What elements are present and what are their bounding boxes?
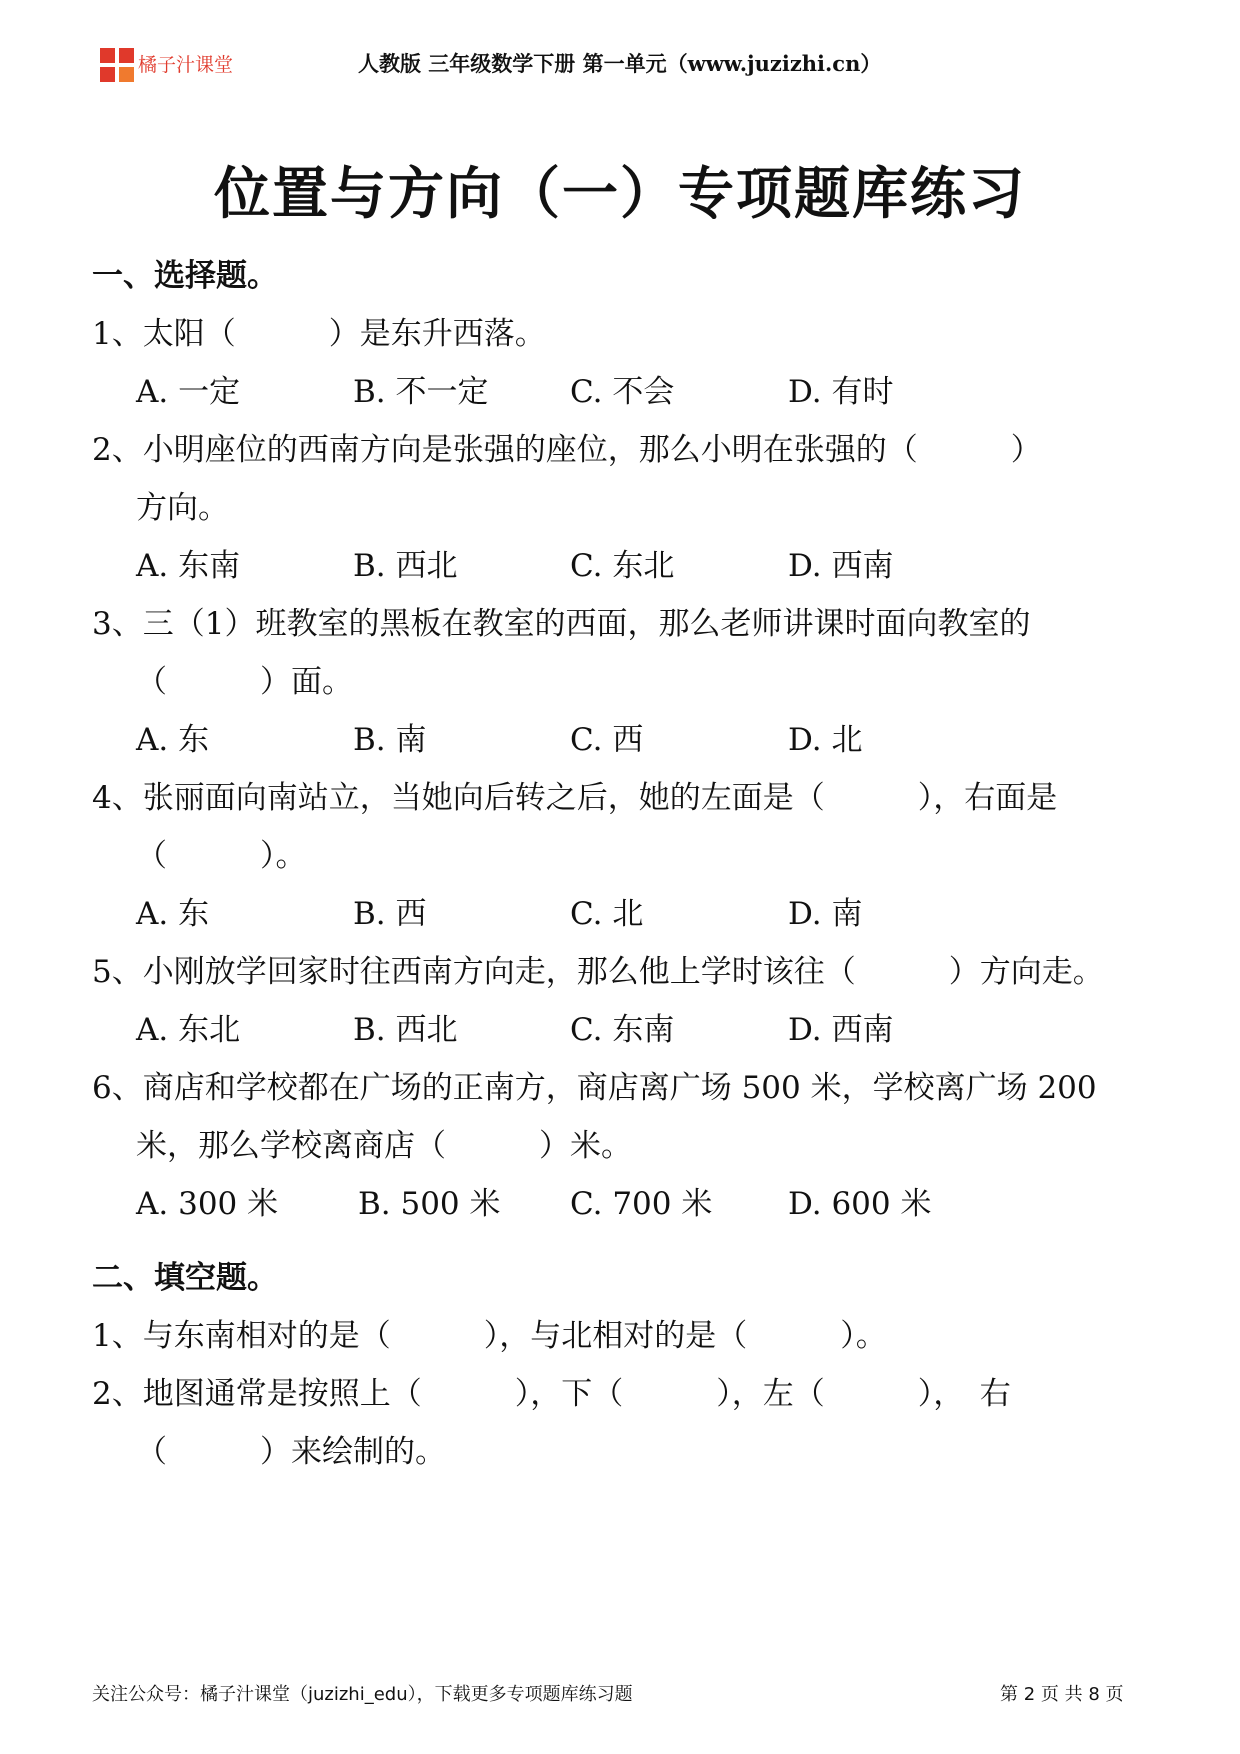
question-line: 5、小刚放学回家时往西南方向走，那么他上学时该往（ ）方向走。 (92, 954, 1104, 990)
question-line: 6、商店和学校都在广场的正南方，商店离广场 500 米，学校离广场 200 (92, 1070, 1097, 1106)
option: D. 西南 (788, 548, 894, 584)
option: C. 西 (570, 722, 644, 758)
question-line: 1、与东南相对的是（ ），与北相对的是（ ）。 (92, 1318, 887, 1354)
option: D. 西南 (788, 1012, 894, 1048)
question-line: 3、三（1）班教室的黑板在教室的西面，那么老师讲课时面向教室的 (92, 606, 1031, 642)
option: D. 600 米 (788, 1186, 932, 1222)
option: B. 不一定 (353, 374, 489, 410)
brand-name: 橘子汁课堂 (138, 54, 234, 76)
option: C. 东南 (570, 1012, 675, 1048)
option: A. 东北 (136, 1012, 241, 1048)
page-number: 第 2 页 共 8 页 (1000, 1684, 1124, 1705)
option: C. 不会 (570, 374, 675, 410)
option: C. 700 米 (570, 1186, 713, 1222)
question-line: （ ）面。 (136, 664, 353, 700)
question-line: 1、太阳（ ）是东升西落。 (92, 316, 546, 352)
page-title: 位置与方向（一）专项题库练习 (214, 161, 1026, 227)
question-line: （ ）来绘制的。 (136, 1434, 446, 1470)
question-line: 2、小明座位的西南方向是张强的座位，那么小明在张强的（ ） (92, 432, 1042, 468)
option: C. 北 (570, 896, 644, 932)
header-info: 人教版 三年级数学下册 第一单元（www.juzizhi.cn） (358, 51, 882, 76)
question-line: 2、地图通常是按照上（ ），下（ ），左（ ）， 右 (92, 1376, 1011, 1412)
footer-note: 关注公众号：橘子汁课堂（juzizhi_edu），下载更多专项题库练习题 (92, 1684, 633, 1705)
option: B. 西北 (353, 1012, 458, 1048)
option: A. 东南 (136, 548, 241, 584)
option: D. 北 (788, 722, 863, 758)
option: A. 东 (136, 896, 210, 932)
question-line: （ ）。 (136, 838, 307, 874)
question-line: 方向。 (136, 490, 229, 526)
question-line: 4、张丽面向南站立，当她向后转之后，她的左面是（ ），右面是 (92, 780, 1058, 816)
option: A. 一定 (136, 374, 241, 410)
option: D. 有时 (788, 374, 894, 410)
option: C. 东北 (570, 548, 675, 584)
option: A. 东 (136, 722, 210, 758)
brand-logo-icon (100, 48, 134, 82)
option: B. 西北 (353, 548, 458, 584)
option: D. 南 (788, 896, 863, 932)
option: B. 西 (353, 896, 427, 932)
question-line: 米，那么学校离商店（ ）米。 (136, 1128, 632, 1164)
option: A. 300 米 (136, 1186, 279, 1222)
section-heading-fill: 二、填空题。 (92, 1260, 278, 1296)
option: B. 500 米 (358, 1186, 501, 1222)
section-heading-choice: 一、选择题。 (92, 258, 278, 294)
option: B. 南 (353, 722, 427, 758)
